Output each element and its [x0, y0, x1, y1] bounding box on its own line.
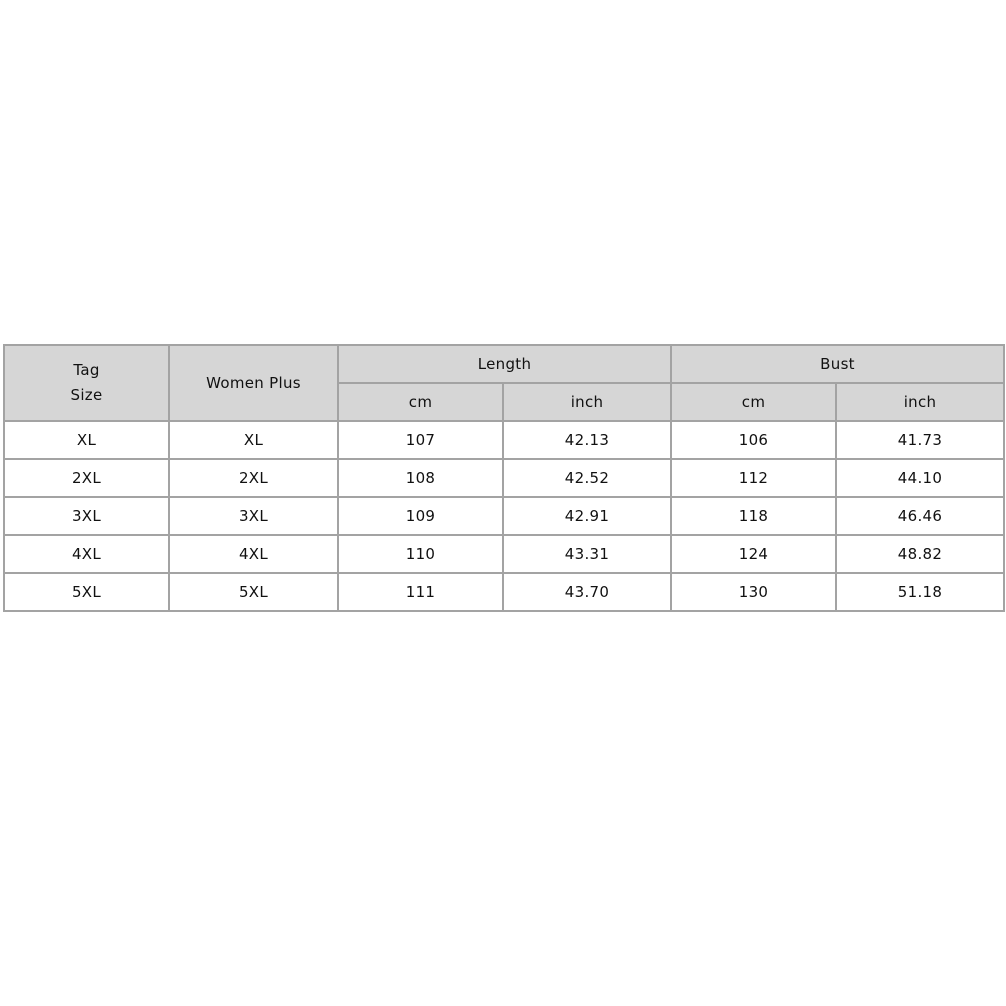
- size-chart-table: [3, 344, 1005, 612]
- header-length-cm: cm: [338, 383, 503, 421]
- header-bust-cm: cm: [671, 383, 836, 421]
- cell-women-plus: 5XL: [169, 573, 338, 611]
- table-row: [4, 421, 1004, 459]
- cell-bust-inch: 48.82: [836, 535, 1004, 573]
- cell-bust-inch: 51.18: [836, 573, 1004, 611]
- cell-bust-inch: 46.46: [836, 497, 1004, 535]
- cell-tag-size: 2XL: [4, 459, 169, 497]
- header-tag-line2: Size: [70, 386, 103, 404]
- cell-women-plus: 3XL: [169, 497, 338, 535]
- table-row: [4, 573, 1004, 611]
- table-row: [4, 497, 1004, 535]
- cell-tag-size: 4XL: [4, 535, 169, 573]
- table-body: [4, 421, 1004, 611]
- table-header: [4, 345, 1004, 421]
- cell-bust-cm: 118: [671, 497, 836, 535]
- header-tag-line1: Tag: [73, 361, 100, 379]
- cell-length-inch: 42.91: [503, 497, 671, 535]
- cell-bust-inch: 41.73: [836, 421, 1004, 459]
- cell-length-cm: 111: [338, 573, 503, 611]
- header-length: Length: [338, 345, 671, 383]
- cell-women-plus: XL: [169, 421, 338, 459]
- header-tag-size: [4, 345, 169, 421]
- cell-tag-size: XL: [4, 421, 169, 459]
- cell-women-plus: 4XL: [169, 535, 338, 573]
- cell-bust-cm: 124: [671, 535, 836, 573]
- header-length-inch: inch: [503, 383, 671, 421]
- header-bust-inch: inch: [836, 383, 1004, 421]
- cell-bust-cm: 112: [671, 459, 836, 497]
- cell-bust-cm: 106: [671, 421, 836, 459]
- cell-length-cm: 107: [338, 421, 503, 459]
- cell-length-inch: 42.13: [503, 421, 671, 459]
- cell-tag-size: 5XL: [4, 573, 169, 611]
- cell-bust-inch: 44.10: [836, 459, 1004, 497]
- table-row: [4, 535, 1004, 573]
- cell-length-inch: 42.52: [503, 459, 671, 497]
- cell-tag-size: 3XL: [4, 497, 169, 535]
- cell-bust-cm: 130: [671, 573, 836, 611]
- table-row: [4, 459, 1004, 497]
- cell-length-inch: 43.31: [503, 535, 671, 573]
- header-row-top: [4, 345, 1004, 383]
- cell-length-cm: 109: [338, 497, 503, 535]
- cell-women-plus: 2XL: [169, 459, 338, 497]
- cell-length-cm: 108: [338, 459, 503, 497]
- header-women-plus: Women Plus: [169, 345, 338, 421]
- cell-length-cm: 110: [338, 535, 503, 573]
- cell-length-inch: 43.70: [503, 573, 671, 611]
- header-bust: Bust: [671, 345, 1004, 383]
